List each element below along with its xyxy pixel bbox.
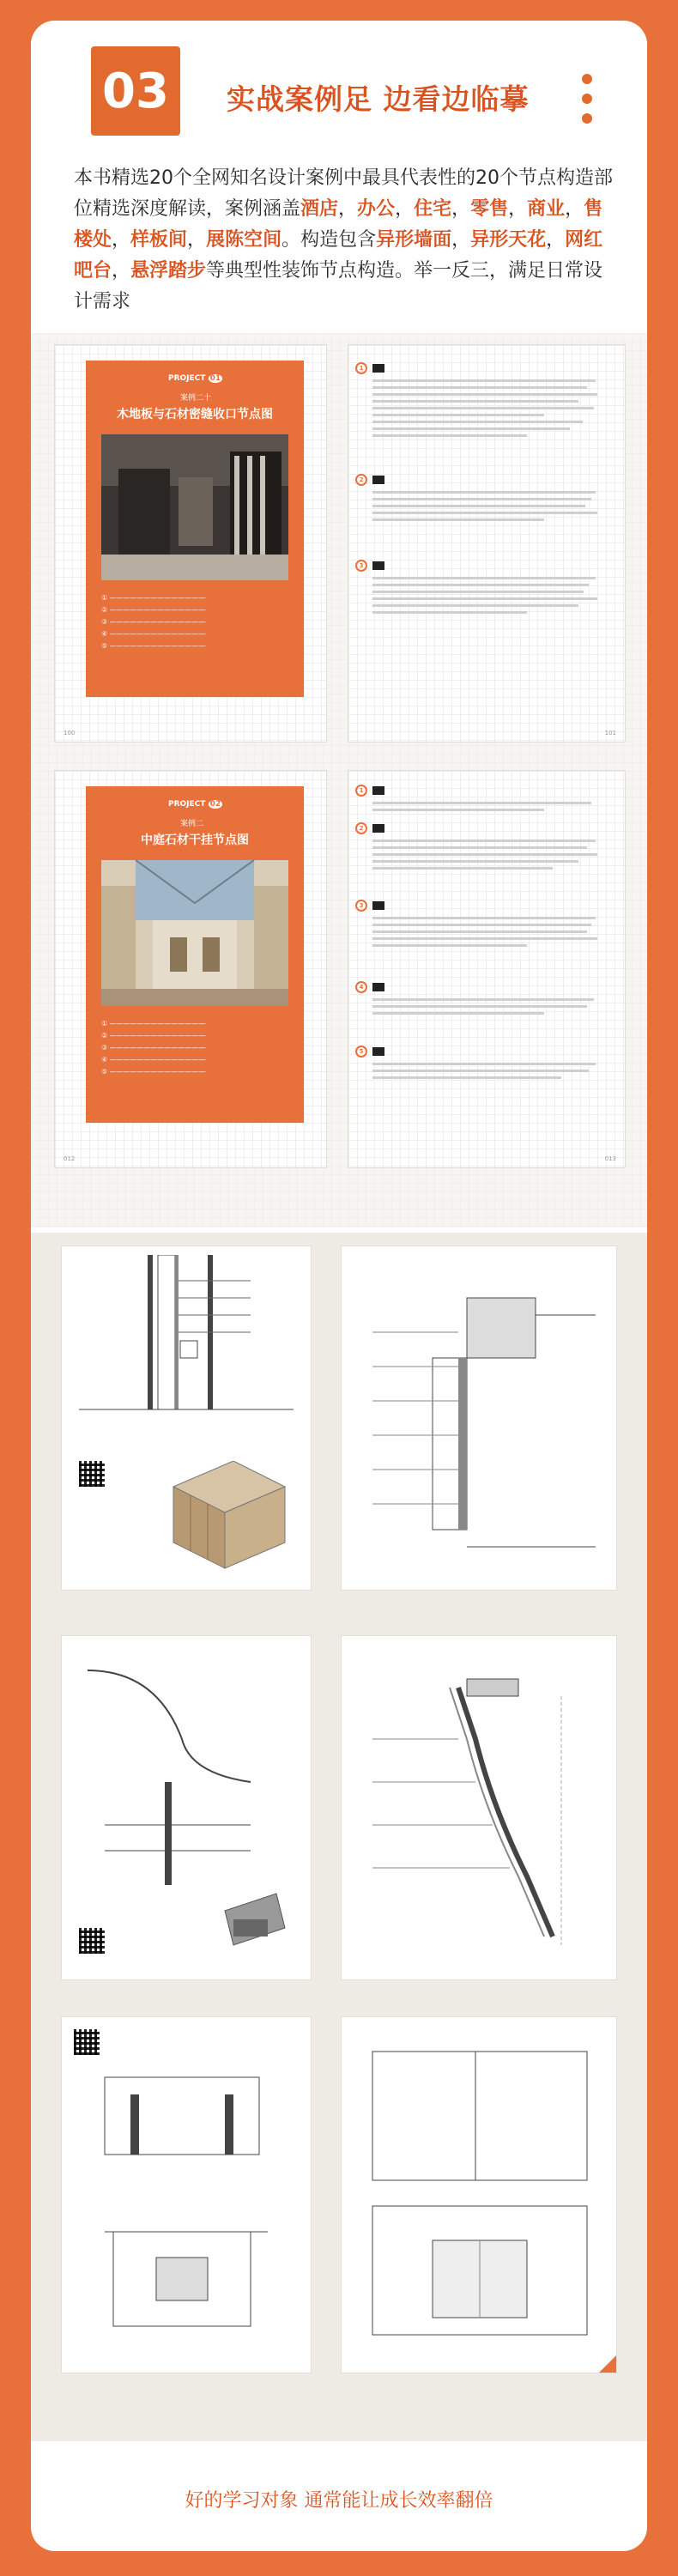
intro-text: ， <box>338 198 358 220</box>
drawing-page <box>342 1246 616 1590</box>
drawing-page <box>62 1636 311 1979</box>
drawing-spreads-panel <box>31 1233 647 2441</box>
page-number: 100 <box>64 730 76 736</box>
case-number: 案例二十 <box>180 394 212 403</box>
project-title: 木地板与石材密缝收口节点图 <box>117 408 273 421</box>
intro-text: ， <box>508 198 528 220</box>
qr-code <box>79 1461 105 1487</box>
qa-section: 3 <box>355 560 613 618</box>
case-number: 案例二 <box>180 820 204 828</box>
drawing-page <box>342 1636 616 1979</box>
book-page-right <box>348 771 625 1167</box>
section-drawing <box>79 1255 294 1418</box>
intro-text: 本书精选20个全网知名设计案例中最具代表性的20个节点构造部位精选深度解读，案例涵盖 <box>74 167 613 220</box>
interior-photo <box>101 434 288 580</box>
project-card <box>86 361 304 697</box>
book-page-left <box>55 771 326 1167</box>
highlight-keyword: 异形墙面 <box>376 229 452 251</box>
section-header <box>31 21 647 141</box>
isometric-drawing <box>156 1461 294 1573</box>
qa-section: 3 <box>355 900 613 951</box>
footer-tagline: 好的学习对象 通常能让成长效率翻倍 <box>185 2490 493 2512</box>
atrium-photo <box>101 860 288 1006</box>
qa-section: 2 <box>355 474 613 525</box>
highlight-keyword: 商业 <box>527 198 566 220</box>
curved-wall-drawing <box>355 1653 604 1962</box>
qa-section: 2 <box>355 822 613 874</box>
intro-text: ， <box>187 229 207 251</box>
intro-text: ， <box>112 260 131 282</box>
project-label: PROJECT 02 <box>168 800 221 809</box>
highlight-keyword: 悬浮踏步 <box>130 260 207 282</box>
page-corner <box>599 2355 616 2373</box>
project-title: 中庭石材干挂节点图 <box>141 833 249 847</box>
book-page-left <box>55 345 326 742</box>
highlight-keyword: 网红吧台 <box>74 229 603 282</box>
qr-code <box>74 2029 100 2055</box>
book-spreads-panel <box>31 333 647 1227</box>
intro-text: ， <box>546 229 566 251</box>
qa-section: 5 <box>355 1046 613 1083</box>
detail-drawing <box>355 1264 604 1573</box>
drawing-page <box>62 1246 311 1590</box>
highlight-keyword: 住宅 <box>414 198 452 220</box>
project-label: PROJECT 01 <box>168 374 221 383</box>
section-title: 实战案例足 边看边临摹 <box>227 82 530 116</box>
highlight-keyword: 展陈空间 <box>206 229 282 251</box>
frame-drawing <box>79 2060 294 2352</box>
qa-section: 4 <box>355 981 613 1019</box>
drawing-page <box>342 2017 616 2373</box>
section-number-badge: 03 <box>91 46 180 136</box>
highlight-keyword: 异形天花 <box>470 229 547 251</box>
intro-text: 。构造包含 <box>281 229 377 251</box>
drawing-page <box>62 2017 311 2373</box>
menu-dots-icon <box>582 74 597 133</box>
intro-text: ， <box>395 198 415 220</box>
page-number: 013 <box>604 1155 616 1162</box>
highlight-keyword: 酒店 <box>300 198 339 220</box>
highlight-keyword: 售楼处 <box>74 198 603 251</box>
intro-paragraph <box>74 163 618 318</box>
page-number: 101 <box>604 730 616 736</box>
intro-text: 等典型性装饰节点构造。举一反三，满足日常设计需求 <box>74 260 603 312</box>
ceiling-drawing <box>79 1653 294 1962</box>
qr-code <box>79 1928 105 1954</box>
highlight-keyword: 零售 <box>470 198 509 220</box>
intro-text: ， <box>565 198 584 220</box>
intro-text: ， <box>451 229 471 251</box>
qa-section: 1 <box>355 362 613 441</box>
question-list: ① —————————————— ② —————————————— ③ —————————————— ④ —————————————— ⑤ —————————————— <box>101 594 206 650</box>
page-number: 012 <box>64 1155 76 1162</box>
highlight-keyword: 办公 <box>357 198 396 220</box>
book-page-right <box>348 345 625 742</box>
highlight-keyword: 样板间 <box>130 229 188 251</box>
intro-text: ， <box>112 229 131 251</box>
qa-section: 1 <box>355 785 613 815</box>
elevation-drawing <box>355 2034 604 2361</box>
intro-text: ， <box>451 198 471 220</box>
question-list: ① —————————————— ② —————————————— ③ —————————————— ④ —————————————— ⑤ —————————————— <box>101 1020 206 1076</box>
project-card <box>86 786 304 1123</box>
